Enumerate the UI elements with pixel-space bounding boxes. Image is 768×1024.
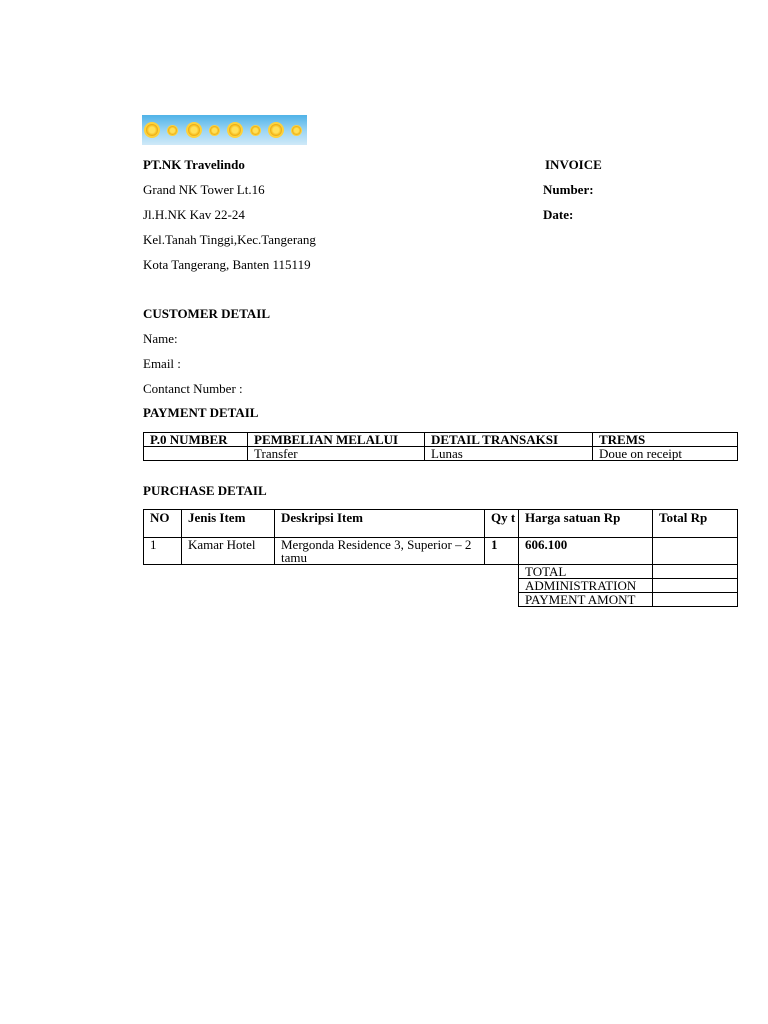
address-line: Grand NK Tower Lt.16 [143,182,265,197]
table-header: NO [144,510,182,538]
address-line: Kota Tangerang, Banten 115119 [143,257,311,272]
table-cell: 1 [485,538,519,565]
summary-value [653,579,738,593]
table-header: Qy t [485,510,519,538]
table-header-row [144,510,738,538]
sun-icon [292,126,301,135]
table-cell: Transfer [248,447,425,461]
sun-icon [168,126,177,135]
purchase-table [143,509,738,607]
summary-row [144,579,738,593]
table-cell: Mergonda Residence 3, Superior – 2 tamu [275,538,485,565]
table-cell: 1 [144,538,182,565]
table-header: TREMS [593,433,738,447]
summary-label: PAYMENT AMONT [519,593,653,607]
summary-row [144,593,738,607]
table-cell: Lunas [425,447,593,461]
table-cell [653,538,738,565]
sun-icon [251,126,260,135]
address-line: Jl.H.NK Kav 22-24 [143,207,245,222]
summary-row [144,565,738,579]
table-cell: 606.100 [519,538,653,565]
purchase-heading: PURCHASE DETAIL [143,483,267,498]
sun-icon [146,124,158,136]
table-cell: Doue on receipt [593,447,738,461]
table-header: DETAIL TRANSAKSI [425,433,593,447]
table-header: P.0 NUMBER [144,433,248,447]
table-row [144,447,738,461]
sun-icon [270,124,282,136]
company-logo [142,115,307,145]
table-header: PEMBELIAN MELALUI [248,433,425,447]
sun-icon [210,126,219,135]
customer-name-label: Name: [143,331,178,346]
sun-icon [188,124,200,136]
customer-email-label: Email : [143,356,181,371]
table-row [144,538,738,565]
table-header-row [144,433,738,447]
address-line: Kel.Tanah Tinggi,Kec.Tangerang [143,232,316,247]
customer-contact-label: Contanct Number : [143,381,243,396]
invoice-number-label: Number: [543,182,594,197]
table-header: Total Rp [653,510,738,538]
payment-table [143,432,738,461]
summary-value [653,565,738,579]
summary-label: TOTAL [519,565,653,579]
payment-heading: PAYMENT DETAIL [143,405,259,420]
invoice-date-label: Date: [543,207,574,222]
table-header: Jenis Item [182,510,275,538]
table-header: Deskripsi Item [275,510,485,538]
table-cell [144,447,248,461]
summary-label: ADMINISTRATION [519,579,653,593]
sun-icon [229,124,241,136]
company-name: PT.NK Travelindo [143,157,245,172]
invoice-title: INVOICE [545,157,602,172]
summary-value [653,593,738,607]
table-header: Harga satuan Rp [519,510,653,538]
customer-heading: CUSTOMER DETAIL [143,306,271,321]
table-cell: Kamar Hotel [182,538,275,565]
